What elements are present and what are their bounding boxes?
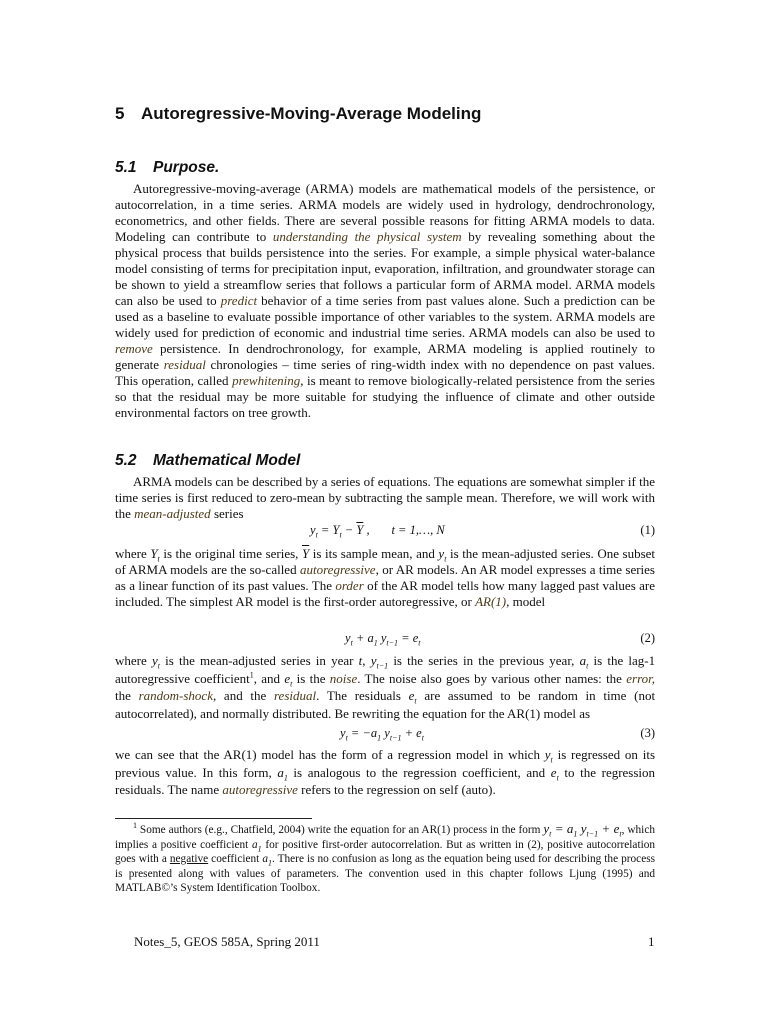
footnote-reference[interactable]: 1: [249, 670, 254, 680]
subsection-purpose-heading: [115, 159, 219, 177]
section-title: Autoregressive-Moving-Average Modeling: [141, 104, 482, 123]
equation-2-number: (2): [640, 631, 655, 645]
footnote-divider: [115, 818, 312, 819]
equation-1: $y_t = Y_t - \overline{Y}$ , t = 1,…, N (1): [310, 523, 655, 540]
model-paragraph-3: where $y_t$ is the mean-adjusted series in year t, $y_{t-1}$ is the series in the previous year, $a_t$ is the lag-1 autoregressive coefficient$^1$, and $e_t$ is the noise. The noise also goes by various other names: the error, the random-shock, and the residual. The residuals $e_t$ are assumed to be random in time (not autocorrelated), and normally distributed. Be rewriting the equation for the AR(1) model as: [115, 653, 656, 721]
subsection-title: Mathematical Model: [153, 452, 301, 469]
subsection-title: Purpose.: [153, 159, 220, 176]
footnote-mark: 1: [133, 821, 137, 831]
equation-2: $y_t + a_1$ $y_{t-1} = e_t$ (2): [345, 631, 655, 648]
model-intro-paragraph: ARMA models can be described by a series of equations. The equations are somewhat simpler if the time series is first reduced to zero-mean by subtracting the sample mean. Therefore, we will work with the mean-adjusted series: [115, 474, 655, 521]
subsection-model-heading: [115, 452, 300, 470]
section-number: 5: [115, 104, 125, 123]
underlined-negative: negative: [169, 853, 209, 865]
model-paragraph-4: we can see that the AR(1) model has the form of a regression model in which $y_t$ is regressed on its previous value. In this form, $a_1$ is analogous to the regression coefficient, and $e_t$ to the regression residuals. The name autoregressive refers to the regression on self (auto).: [115, 747, 656, 797]
equation-1-number: (1): [640, 523, 655, 537]
footnote: $^1$ Some authors (e.g., Chatfield, 2004) write the equation for an AR(1) process in the form $y_t = a_1$ $y_{t-1} + e_t$, which implies a positive coefficient $a_1$ for positive first-order autocorrelation. But as written in (2), positive autocorrelation goes with a negative coefficient $a_1$. There is no confusion as long as the equation being used for describing the process is presented along with values of parameters. The convention used in this chapter follows Ljung (1995) and MATLAB©’s System Identification Toolbox.: [115, 821, 656, 894]
subsection-number: 5.2: [115, 452, 137, 469]
equation-3: $y_t = -a_1$ $y_{t-1} + e_t$ (3): [340, 726, 655, 743]
equation-3-number: (3): [640, 726, 655, 740]
model-paragraph-2: where $Y_t$ is the original time series, $\overline{Y}$ is its sample mean, and $y_t$ is the mean-adjusted series. One subset of ARMA models are the so-called autoregressive, or AR models. An AR model expresses a time series as a linear function of its past values. The order of the AR model tells how many lagged past values are included. The simplest AR model is the first-order autoregressive, or AR(1), model: [115, 546, 656, 609]
footer-text: Notes_5, GEOS 585A, Spring 2011: [134, 934, 320, 949]
purpose-paragraph: Autoregressive-moving-average (ARMA) models are mathematical models of the persistence, or autocorrelation, in a time series. ARMA models are widely used in hydrology, dendrochronology, econometrics, and other fields. There are several possible reasons for fitting ARMA models to data. Modeling can contribute to understanding the physical system by revealing something about the physical process that builds persistence into the series. For example, a simple physical water-balance model consisting of terms for precipitation input, evaporation, infiltration, and groundwater storage can be shown to yield a streamflow series that follows a particular form of ARMA model. ARMA models can also be used to predict behavior of a time series from past values alone. Such a prediction can be used as a baseline to evaluate possible importance of other variables to the system. ARMA models are widely used for prediction of economic and industrial time series. ARMA models can also be used to remove persistence. In dendrochronology, for example, ARMA modeling is applied routinely to generate residual chronologies – time series of ring-width index with no dependence on past values. This operation, called prewhitening, is meant to remove biologically-related persistence from the series so that the residual may be more suitable for studying the influence of climate and other outside environmental factors on tree growth.: [115, 181, 655, 420]
page-number: 1: [648, 934, 655, 949]
subsection-number: 5.1: [115, 159, 137, 176]
section-heading: [115, 104, 481, 124]
